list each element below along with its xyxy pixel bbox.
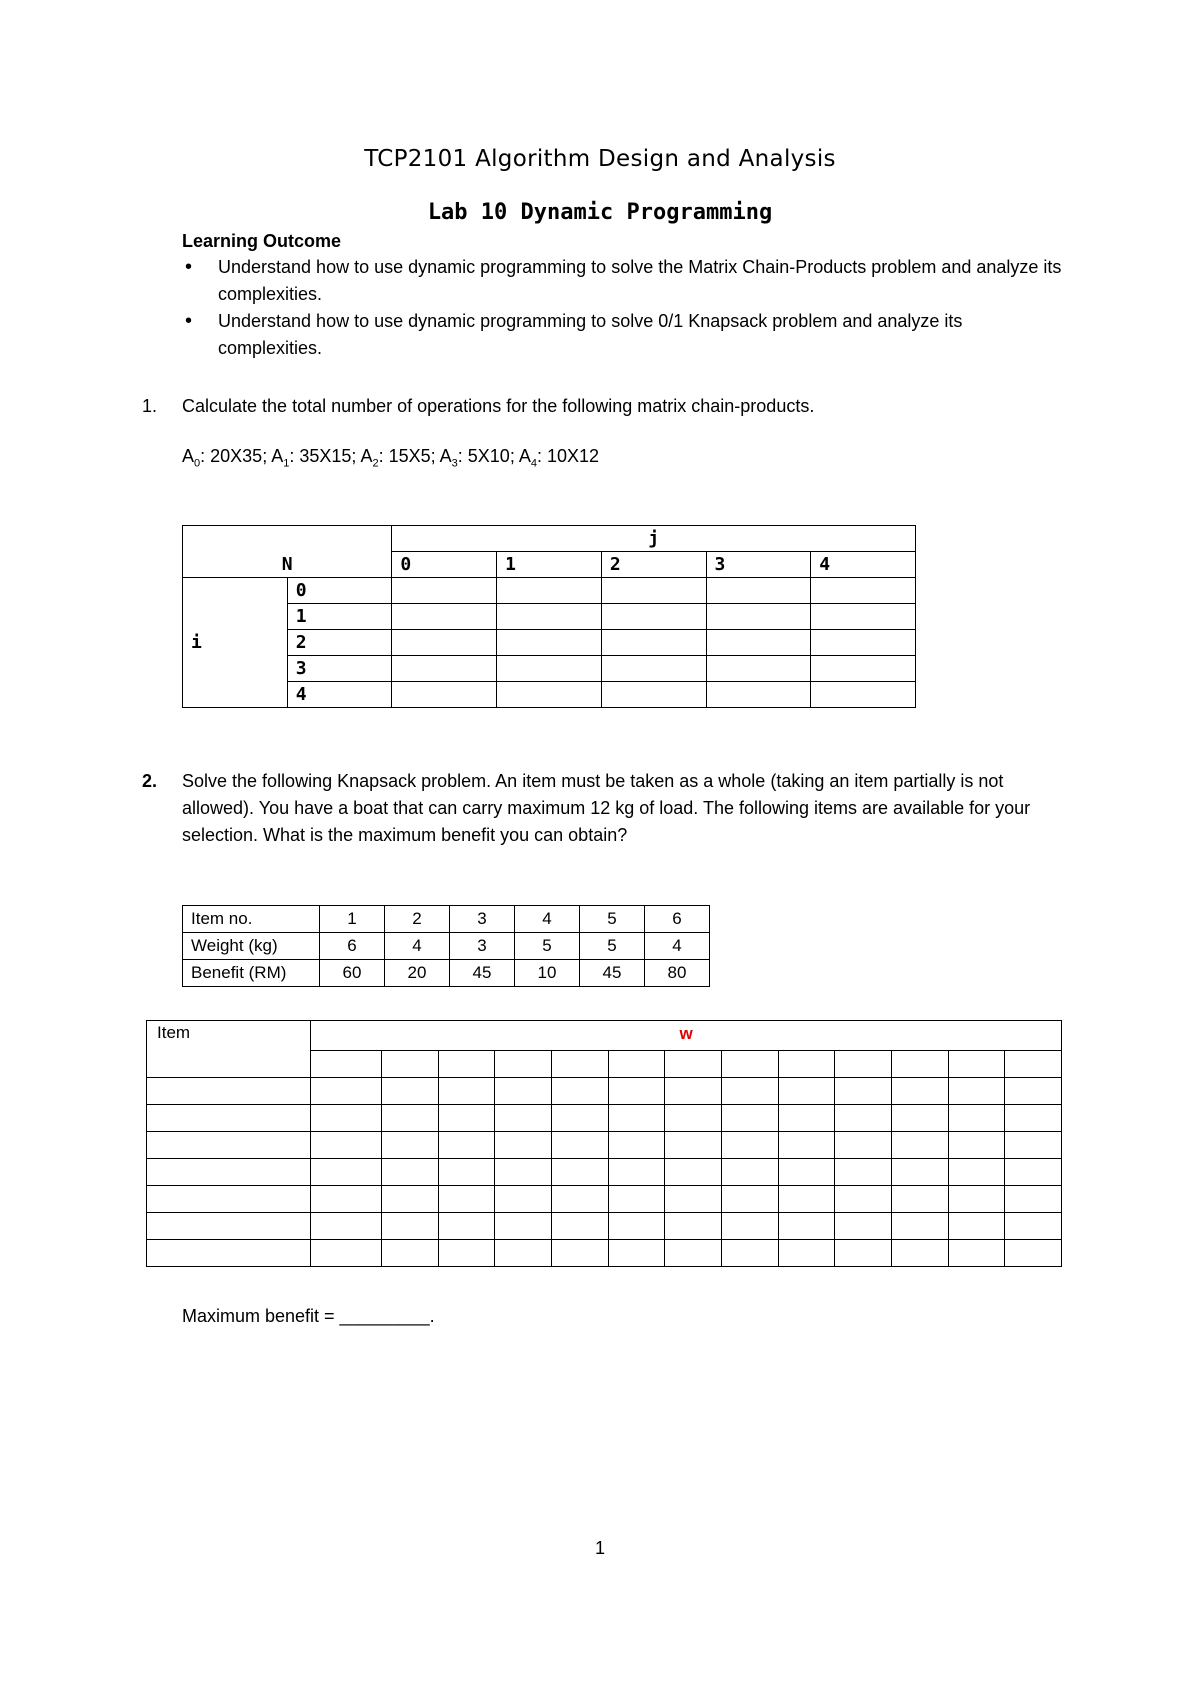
dp-cell[interactable] bbox=[948, 1105, 1005, 1132]
dp-cell[interactable] bbox=[665, 1132, 722, 1159]
question-number: 2. bbox=[142, 771, 158, 791]
dp-cell[interactable] bbox=[835, 1240, 892, 1267]
row-label: Weight (kg) bbox=[183, 933, 320, 960]
matrix-a0: $A_0$: 20X35; bbox=[182, 446, 268, 470]
benefit-cell: 20 bbox=[385, 960, 450, 987]
row-header: 3 bbox=[287, 656, 392, 682]
table-cell[interactable] bbox=[706, 604, 811, 630]
row-label: Item no. bbox=[183, 906, 320, 933]
dp-cell[interactable] bbox=[778, 1132, 835, 1159]
dp-cell[interactable] bbox=[381, 1078, 438, 1105]
learning-outcome-item: • Understand how to use dynamic programming to solve 0/1 Knapsack problem and analyze its complexities. bbox=[182, 308, 1062, 362]
item-no-cell: 5 bbox=[580, 906, 645, 933]
table-cell[interactable] bbox=[497, 630, 602, 656]
dp-cell[interactable] bbox=[495, 1159, 552, 1186]
benefit-cell: 45 bbox=[580, 960, 645, 987]
dp-cell[interactable] bbox=[311, 1132, 382, 1159]
dp-cell[interactable] bbox=[948, 1240, 1005, 1267]
empty-corner bbox=[183, 526, 392, 552]
dp-cell[interactable] bbox=[495, 1186, 552, 1213]
dp-item-cell[interactable] bbox=[147, 1132, 311, 1159]
dp-cell[interactable] bbox=[948, 1078, 1005, 1105]
dp-cell[interactable] bbox=[608, 1186, 665, 1213]
dp-cell[interactable] bbox=[438, 1186, 495, 1213]
item-no-cell: 3 bbox=[450, 906, 515, 933]
dp-cell[interactable] bbox=[778, 1240, 835, 1267]
table-cell[interactable] bbox=[392, 578, 497, 604]
benefit-cell: 60 bbox=[320, 960, 385, 987]
dp-cell[interactable] bbox=[778, 1213, 835, 1240]
dp-cell[interactable] bbox=[551, 1240, 608, 1267]
w-header: w bbox=[311, 1021, 1062, 1051]
dp-cell[interactable] bbox=[778, 1078, 835, 1105]
dp-cell[interactable] bbox=[438, 1132, 495, 1159]
row-header: 1 bbox=[287, 604, 392, 630]
dp-cell[interactable] bbox=[438, 1213, 495, 1240]
weight-cell: 5 bbox=[515, 933, 580, 960]
dp-cell[interactable] bbox=[551, 1213, 608, 1240]
dp-cell[interactable] bbox=[495, 1213, 552, 1240]
dp-item-cell[interactable] bbox=[147, 1105, 311, 1132]
weight-cell: 4 bbox=[645, 933, 710, 960]
benefit-cell: 10 bbox=[515, 960, 580, 987]
dp-cell[interactable] bbox=[311, 1078, 382, 1105]
dp-cell[interactable] bbox=[1005, 1105, 1062, 1132]
dp-cell[interactable] bbox=[665, 1078, 722, 1105]
dp-row bbox=[147, 1105, 1062, 1132]
table-cell[interactable] bbox=[392, 630, 497, 656]
row-header: 2 bbox=[287, 630, 392, 656]
question-2 bbox=[142, 768, 1031, 845]
dp-cell[interactable] bbox=[778, 1186, 835, 1213]
weight-cell: 4 bbox=[385, 933, 450, 960]
dp-cell[interactable] bbox=[311, 1240, 382, 1267]
dp-cell[interactable] bbox=[778, 1051, 835, 1078]
lab-title: Lab 10 Dynamic Programming bbox=[427, 200, 773, 225]
dp-cell[interactable] bbox=[608, 1132, 665, 1159]
dp-cell[interactable] bbox=[551, 1105, 608, 1132]
item-header: Item bbox=[147, 1021, 311, 1078]
dp-cell[interactable] bbox=[551, 1159, 608, 1186]
dp-cell[interactable] bbox=[835, 1186, 892, 1213]
dp-cell[interactable] bbox=[665, 1186, 722, 1213]
table-cell[interactable] bbox=[392, 682, 497, 708]
dp-cell[interactable] bbox=[778, 1105, 835, 1132]
dp-cell[interactable] bbox=[381, 1132, 438, 1159]
table-cell[interactable] bbox=[811, 578, 916, 604]
weight-cell: 3 bbox=[450, 933, 515, 960]
dp-cell[interactable] bbox=[1005, 1159, 1062, 1186]
dp-cell[interactable] bbox=[608, 1213, 665, 1240]
question-1 bbox=[142, 393, 815, 420]
table-cell[interactable] bbox=[706, 578, 811, 604]
dp-cell[interactable] bbox=[311, 1213, 382, 1240]
j-label: j bbox=[392, 526, 916, 552]
dp-cell[interactable] bbox=[891, 1078, 948, 1105]
dp-cell[interactable] bbox=[891, 1132, 948, 1159]
item-no-cell: 6 bbox=[645, 906, 710, 933]
dp-item-cell[interactable] bbox=[147, 1240, 311, 1267]
dp-cell[interactable] bbox=[721, 1105, 778, 1132]
dp-cell[interactable] bbox=[438, 1105, 495, 1132]
dp-cell[interactable] bbox=[721, 1240, 778, 1267]
dp-cell[interactable] bbox=[608, 1051, 665, 1078]
dp-cell[interactable] bbox=[665, 1213, 722, 1240]
matrix-dimensions bbox=[182, 446, 599, 470]
weight-cell: 5 bbox=[580, 933, 645, 960]
dp-cell[interactable] bbox=[835, 1078, 892, 1105]
dp-cell[interactable] bbox=[835, 1105, 892, 1132]
dp-cell[interactable] bbox=[495, 1105, 552, 1132]
dp-cell[interactable] bbox=[551, 1186, 608, 1213]
question-text: Calculate the total number of operations for the following matrix chain-products. bbox=[182, 396, 815, 416]
item-no-cell: 1 bbox=[320, 906, 385, 933]
dp-cell[interactable] bbox=[1005, 1051, 1062, 1078]
dp-cell[interactable] bbox=[495, 1051, 552, 1078]
dp-cell[interactable] bbox=[665, 1240, 722, 1267]
dp-cell[interactable] bbox=[665, 1159, 722, 1186]
dp-cell[interactable] bbox=[551, 1078, 608, 1105]
dp-cell[interactable] bbox=[381, 1186, 438, 1213]
item-no-cell: 4 bbox=[515, 906, 580, 933]
dp-item-cell[interactable] bbox=[147, 1078, 311, 1105]
table-cell[interactable] bbox=[811, 630, 916, 656]
learning-outcome-list bbox=[182, 254, 1062, 362]
question-text: Solve the following Knapsack problem. An item must be taken as a whole (taking an item partially is not allowed). You have a boat that can carry maximum 12 kg of load. The following items are available for your selection. What is the maximum benefit you can obtain? bbox=[182, 771, 1031, 845]
dp-cell[interactable] bbox=[1005, 1078, 1062, 1105]
dp-cell[interactable] bbox=[891, 1051, 948, 1078]
dp-cell[interactable] bbox=[1005, 1240, 1062, 1267]
dp-item-cell[interactable] bbox=[147, 1186, 311, 1213]
dp-cell[interactable] bbox=[778, 1159, 835, 1186]
dp-cell[interactable] bbox=[438, 1240, 495, 1267]
dp-row bbox=[147, 1132, 1062, 1159]
dp-cell[interactable] bbox=[381, 1051, 438, 1078]
matrix-a3: $A_3$: 5X10; bbox=[439, 446, 515, 470]
dp-cell[interactable] bbox=[495, 1240, 552, 1267]
table-cell[interactable] bbox=[706, 682, 811, 708]
dp-cell[interactable] bbox=[835, 1213, 892, 1240]
dp-cell[interactable] bbox=[721, 1186, 778, 1213]
page-number: 1 bbox=[594, 1538, 605, 1558]
table-cell[interactable] bbox=[601, 656, 706, 682]
table-cell[interactable] bbox=[497, 604, 602, 630]
dp-cell[interactable] bbox=[665, 1105, 722, 1132]
dp-cell[interactable] bbox=[721, 1213, 778, 1240]
table-cell[interactable] bbox=[497, 682, 602, 708]
dp-cell[interactable] bbox=[551, 1132, 608, 1159]
matrix-chain-table bbox=[182, 525, 916, 708]
col-header: 4 bbox=[811, 552, 916, 578]
col-header: 0 bbox=[392, 552, 497, 578]
dp-cell[interactable] bbox=[891, 1186, 948, 1213]
knapsack-dp-table bbox=[146, 1020, 1062, 1267]
course-title: TCP2101 Algorithm Design and Analysis bbox=[364, 146, 836, 172]
learning-outcome-heading: Learning Outcome bbox=[182, 231, 342, 251]
col-header: 1 bbox=[497, 552, 602, 578]
dp-cell[interactable] bbox=[1005, 1213, 1062, 1240]
dp-cell[interactable] bbox=[381, 1240, 438, 1267]
dp-cell[interactable] bbox=[721, 1159, 778, 1186]
table-cell[interactable] bbox=[601, 578, 706, 604]
row-header: 4 bbox=[287, 682, 392, 708]
dp-cell[interactable] bbox=[891, 1105, 948, 1132]
dp-cell[interactable] bbox=[891, 1159, 948, 1186]
i-label: i bbox=[183, 578, 288, 708]
matrix-a1: $A_1$: 35X15; bbox=[271, 446, 357, 470]
matrix-a2: $A_2$: 15X5; bbox=[360, 446, 436, 470]
dp-cell[interactable] bbox=[1005, 1132, 1062, 1159]
benefit-cell: 80 bbox=[645, 960, 710, 987]
dp-cell[interactable] bbox=[381, 1213, 438, 1240]
learning-outcome-item: • Understand how to use dynamic programming to solve the Matrix Chain-Products problem and analyze its complexities. bbox=[182, 254, 1062, 308]
table-cell[interactable] bbox=[497, 578, 602, 604]
table-cell[interactable] bbox=[601, 630, 706, 656]
n-label: N bbox=[183, 552, 392, 578]
dp-item-cell[interactable] bbox=[147, 1159, 311, 1186]
table-cell[interactable] bbox=[706, 656, 811, 682]
knapsack-items-table bbox=[182, 905, 710, 987]
dp-cell[interactable] bbox=[551, 1051, 608, 1078]
dp-cell[interactable] bbox=[721, 1051, 778, 1078]
dp-row bbox=[147, 1078, 1062, 1105]
table-cell[interactable] bbox=[811, 604, 916, 630]
dp-cell[interactable] bbox=[438, 1078, 495, 1105]
dp-item-cell[interactable] bbox=[147, 1213, 311, 1240]
dp-cell[interactable] bbox=[311, 1051, 382, 1078]
item-no-cell: 2 bbox=[385, 906, 450, 933]
col-header: 2 bbox=[601, 552, 706, 578]
dp-cell[interactable] bbox=[948, 1186, 1005, 1213]
dp-cell[interactable] bbox=[608, 1159, 665, 1186]
dp-cell[interactable] bbox=[438, 1159, 495, 1186]
dp-cell[interactable] bbox=[495, 1132, 552, 1159]
dp-cell[interactable] bbox=[721, 1078, 778, 1105]
maximum-benefit: Maximum benefit = _________. bbox=[182, 1306, 435, 1326]
dp-cell[interactable] bbox=[948, 1213, 1005, 1240]
matrix-a4: $A_4$: 10X12 bbox=[518, 446, 600, 470]
dp-row bbox=[147, 1213, 1062, 1240]
dp-cell[interactable] bbox=[948, 1132, 1005, 1159]
dp-cell[interactable] bbox=[608, 1078, 665, 1105]
dp-cell[interactable] bbox=[948, 1051, 1005, 1078]
col-header: 3 bbox=[706, 552, 811, 578]
table-cell[interactable] bbox=[392, 604, 497, 630]
dp-cell[interactable] bbox=[721, 1132, 778, 1159]
dp-cell[interactable] bbox=[608, 1105, 665, 1132]
dp-row bbox=[147, 1186, 1062, 1213]
table-cell[interactable] bbox=[601, 604, 706, 630]
dp-cell[interactable] bbox=[948, 1159, 1005, 1186]
row-label: Benefit (RM) bbox=[183, 960, 320, 987]
dp-cell[interactable] bbox=[381, 1105, 438, 1132]
dp-cell[interactable] bbox=[891, 1213, 948, 1240]
dp-cell[interactable] bbox=[311, 1105, 382, 1132]
table-cell[interactable] bbox=[497, 656, 602, 682]
dp-cell[interactable] bbox=[311, 1159, 382, 1186]
question-number: 1. bbox=[142, 396, 158, 416]
dp-row bbox=[147, 1159, 1062, 1186]
dp-cell[interactable] bbox=[495, 1078, 552, 1105]
row-header: 0 bbox=[287, 578, 392, 604]
table-cell[interactable] bbox=[811, 682, 916, 708]
dp-cell[interactable] bbox=[891, 1240, 948, 1267]
benefit-cell: 45 bbox=[450, 960, 515, 987]
dp-cell[interactable] bbox=[1005, 1186, 1062, 1213]
table-cell[interactable] bbox=[706, 630, 811, 656]
table-cell[interactable] bbox=[392, 656, 497, 682]
weight-cell: 6 bbox=[320, 933, 385, 960]
table-cell[interactable] bbox=[601, 682, 706, 708]
dp-row bbox=[147, 1240, 1062, 1267]
dp-cell[interactable] bbox=[381, 1159, 438, 1186]
dp-cell[interactable] bbox=[665, 1051, 722, 1078]
table-cell[interactable] bbox=[811, 656, 916, 682]
dp-cell[interactable] bbox=[835, 1051, 892, 1078]
dp-cell[interactable] bbox=[608, 1240, 665, 1267]
dp-cell[interactable] bbox=[311, 1186, 382, 1213]
dp-cell[interactable] bbox=[835, 1132, 892, 1159]
dp-cell[interactable] bbox=[835, 1159, 892, 1186]
dp-cell[interactable] bbox=[438, 1051, 495, 1078]
